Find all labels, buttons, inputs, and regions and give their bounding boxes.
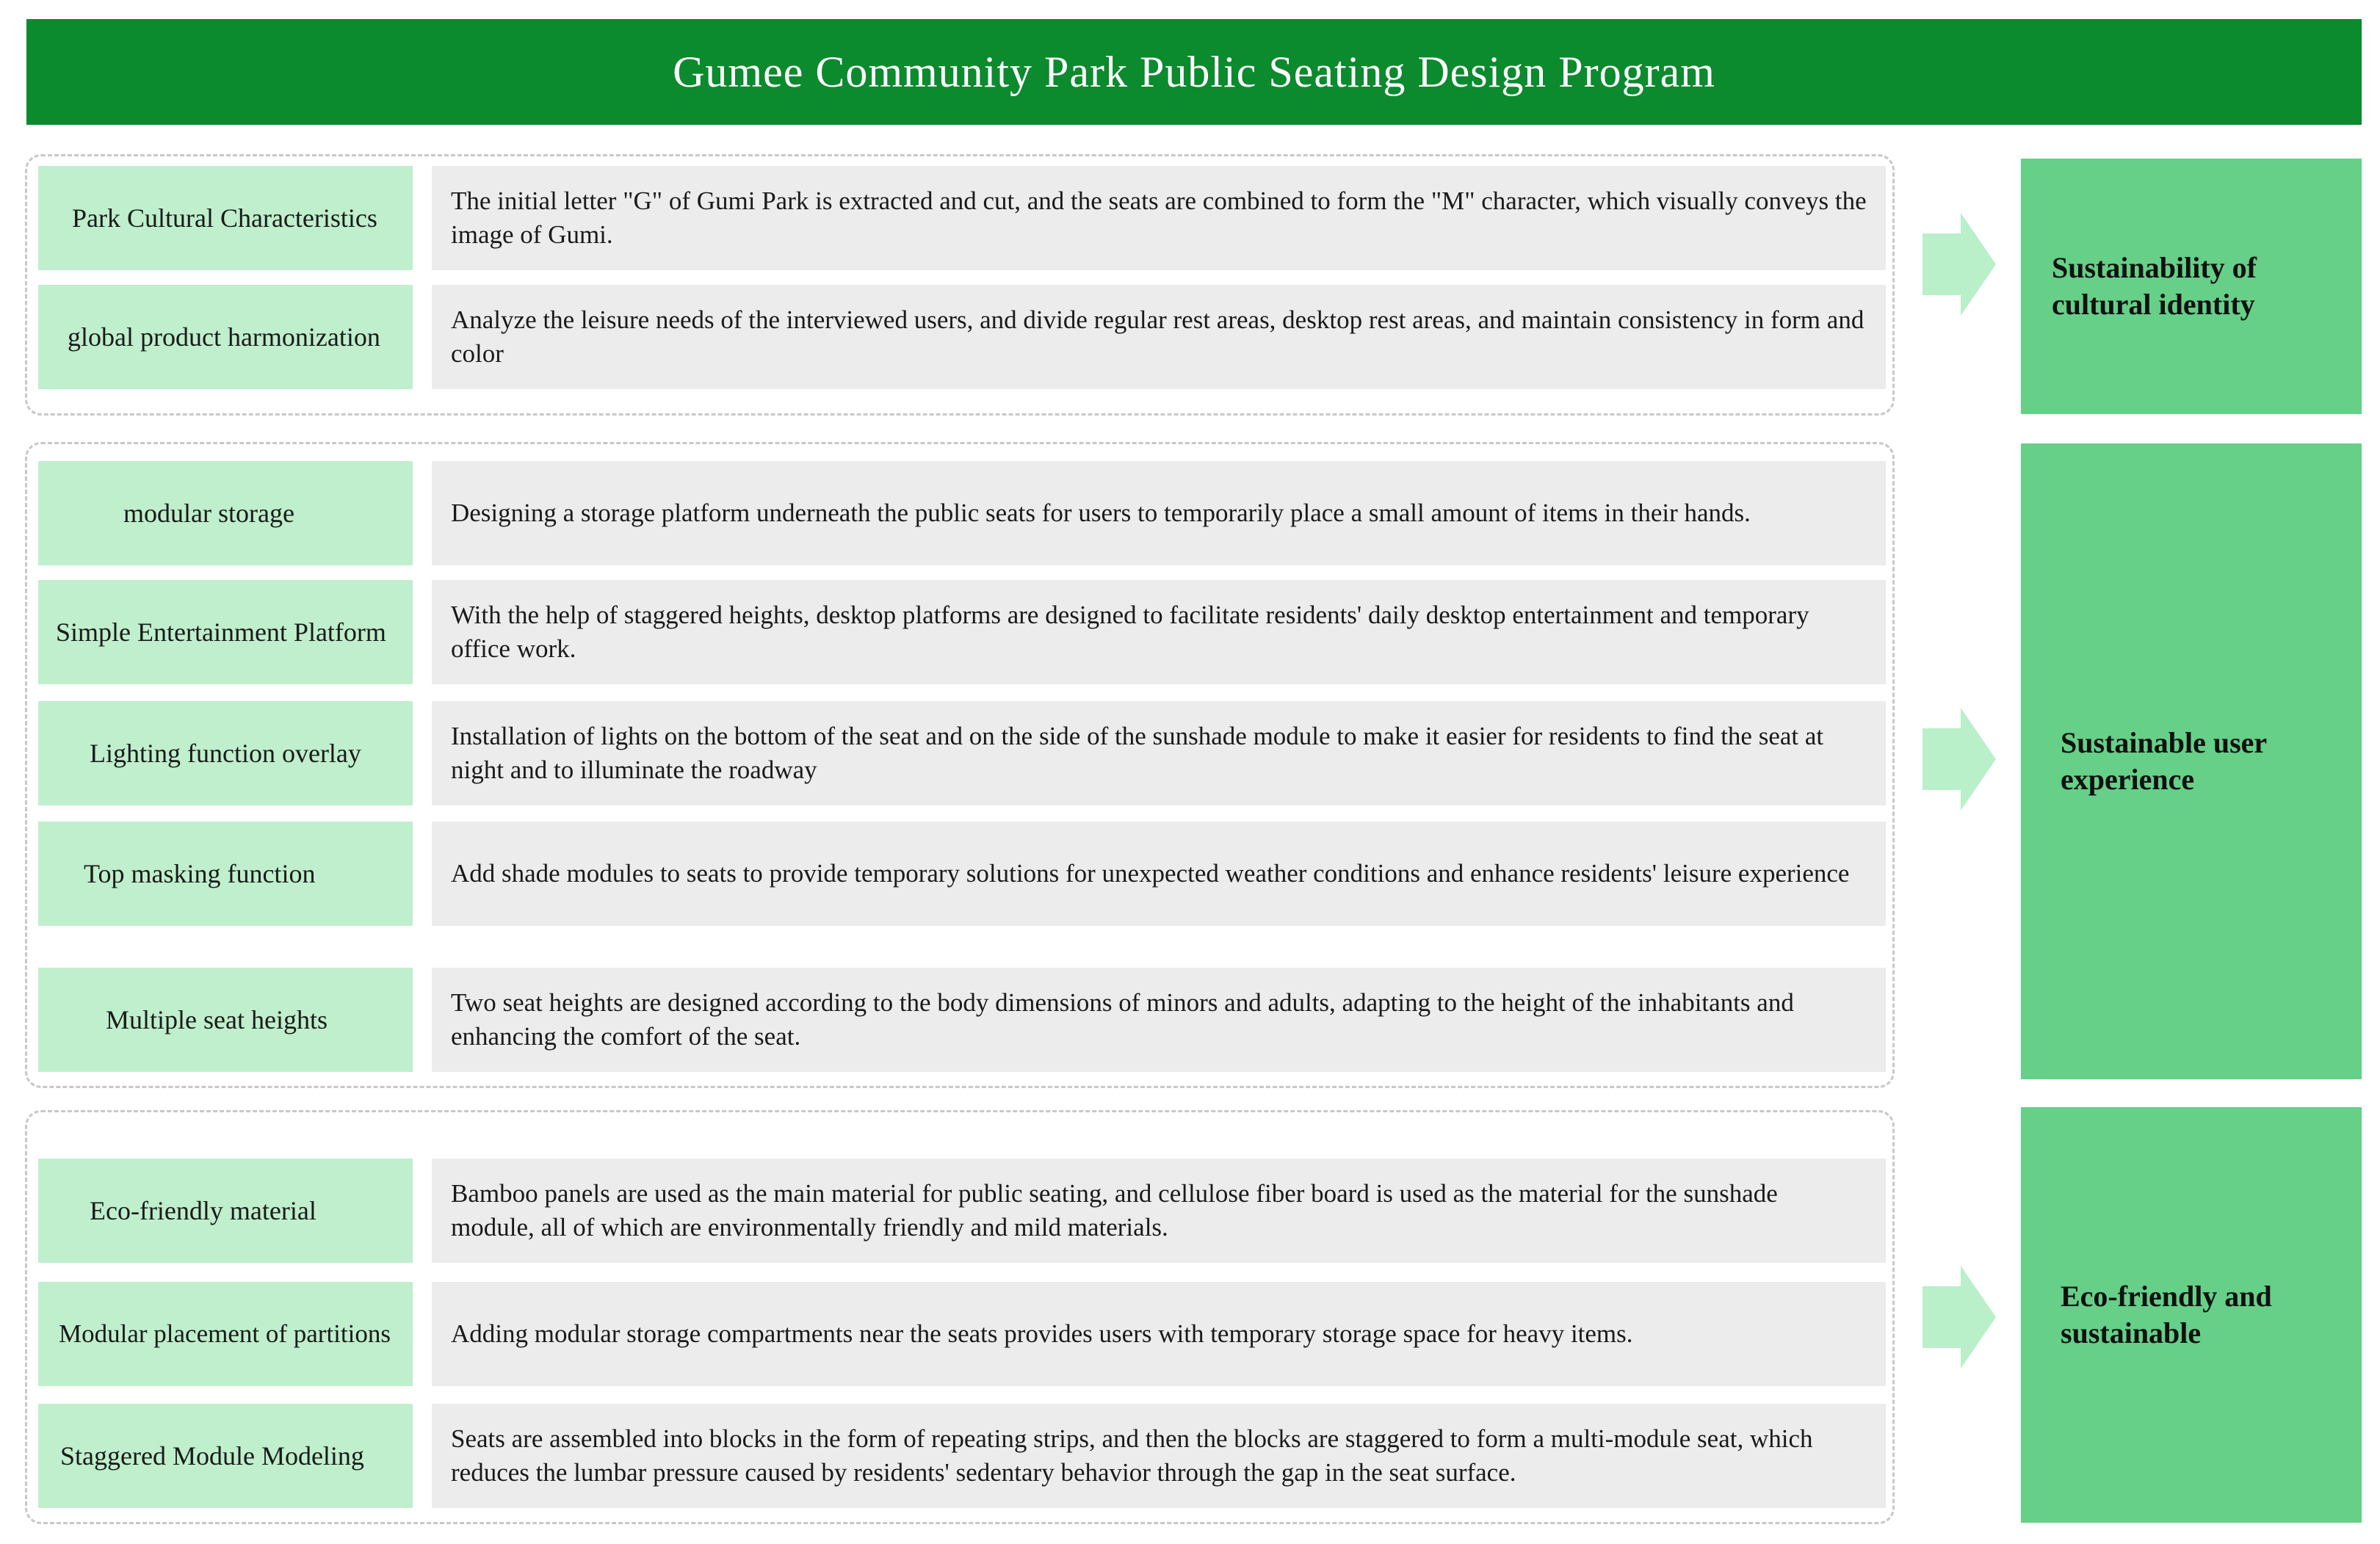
row-label (38, 461, 413, 565)
row-description (432, 968, 1886, 1072)
right-arrow-icon (1923, 213, 1996, 316)
row-label-text: Eco-friendly material (90, 1196, 317, 1225)
row-description (432, 461, 1886, 565)
row-label (38, 285, 413, 389)
row-description-text: The initial letter "G" of Gumi Park is extracted and cut, and the seats are combined to form the "M" character, which visually conveys the image of Gumi. (451, 186, 1867, 249)
title-bar (26, 19, 2362, 125)
row-description-text: Two seat heights are designed according to the body dimensions of minors and adults, adapting to the height of the inhabitants and enhancing the comfort of the seat. (451, 988, 1794, 1051)
result-box-eco (2021, 1107, 2362, 1523)
row-description (432, 285, 1886, 389)
row-label (38, 968, 413, 1072)
row-description-text: Installation of lights on the bottom of the seat and on the side of the sunshade module to make it easier for residents to find the seat at night and to illuminate the roadway (451, 722, 1824, 784)
row-label (38, 1404, 413, 1508)
row-label-text: global product harmonization (68, 322, 380, 352)
result-box-user-experience (2021, 443, 2362, 1079)
row-label (38, 580, 413, 684)
row-label (38, 822, 413, 926)
row-label (38, 1282, 413, 1386)
row-description-text: Adding modular storage compartments near the seats provides users with temporary storage space for heavy items. (451, 1319, 1633, 1348)
row-description (432, 1159, 1886, 1263)
row-label-text: Staggered Module Modeling (60, 1441, 364, 1471)
row-description-text: Designing a storage platform underneath the public seats for users to temporarily place a small amount of items in their hands. (451, 499, 1751, 527)
row-description (432, 822, 1886, 926)
row-label (38, 166, 413, 270)
row-label-text: Lighting function overlay (90, 739, 361, 768)
row-description (432, 1404, 1886, 1508)
row-description-text: With the help of staggered heights, desktop platforms are designed to facilitate residents' daily desktop entertainment and temporary office work. (451, 601, 1809, 663)
row-label (38, 701, 413, 805)
result-box-cultural (2021, 159, 2362, 414)
result-label: Sustainable user experience (2061, 726, 2267, 796)
right-arrow-icon (1923, 708, 1996, 811)
page-title: Gumee Community Park Public Seating Design Program (673, 47, 1715, 96)
row-description (432, 166, 1886, 270)
row-description (432, 701, 1886, 805)
result-label: Eco-friendly and sustainable (2061, 1280, 2272, 1349)
row-label-text: Modular placement of partitions (59, 1319, 391, 1348)
row-description-text: Bamboo panels are used as the main material for public seating, and cellulose fiber board is used as the material for the sunshade module, all of which are environmentally friendly and mild materials. (451, 1179, 1778, 1242)
row-description-text: Seats are assembled into blocks in the form of repeating strips, and then the blocks are staggered to form a multi-module seat, which reduces the lumbar pressure caused by residents' sedentary behavior through the gap in the seat surface. (451, 1424, 1813, 1487)
row-description-text: Add shade modules to seats to provide temporary solutions for unexpected weather conditions and enhance residents' leisure experience (451, 859, 1850, 888)
right-arrow-icon (1923, 1266, 1996, 1369)
row-description (432, 580, 1886, 684)
row-label (38, 1159, 413, 1263)
row-label-text: Top masking function (84, 859, 316, 888)
result-label: Sustainability of cultural identity (2052, 251, 2257, 321)
row-label-text: Multiple seat heights (106, 1005, 328, 1034)
row-label-text: Simple Entertainment Platform (56, 617, 386, 647)
row-description (432, 1282, 1886, 1386)
row-label-text: modular storage (123, 499, 294, 528)
row-label-text: Park Cultural Characteristics (72, 203, 377, 233)
row-description-text: Analyze the leisure needs of the interviewed users, and divide regular rest areas, desktop rest areas, and maintain consistency in form and color (451, 305, 1864, 368)
